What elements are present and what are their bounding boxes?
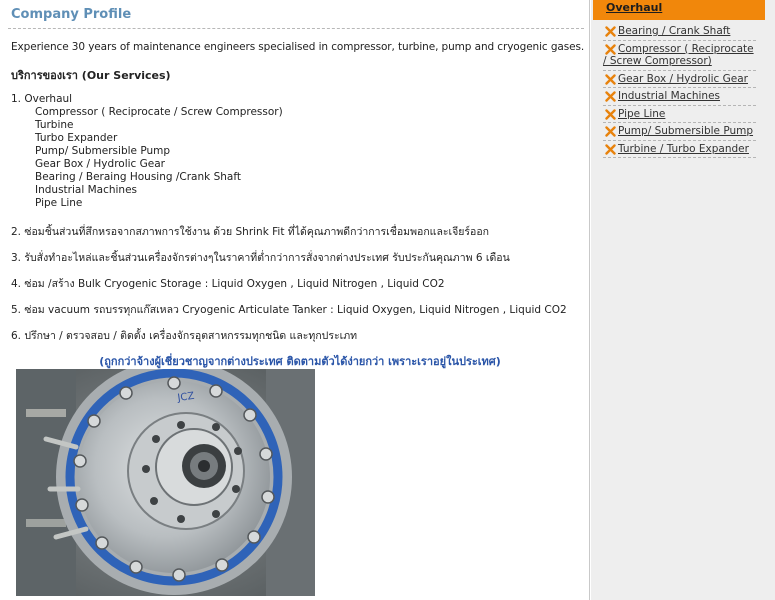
overhaul-item: Industrial Machines — [35, 184, 138, 196]
x-icon — [605, 44, 616, 55]
sidebar-item-pump[interactable] — [603, 123, 756, 141]
sidebar-header-link[interactable]: Overhaul — [606, 1, 663, 14]
service-2: 2. ซ่อมชิ้นส่วนที่สึกหรอจากสภาพการใช้งาน ด้วย Shrink Fit ที่ได้คุณภาพดีกว่าการเชื่อมพอกและเจียร์ออก — [11, 226, 490, 238]
service-5: 5. ซ่อม vacuum รถบรรทุกแก๊สเหลว Cryogenic Articulate Tanker : Liquid Oxygen, Liquid Nitrogen , Liquid CO2 — [11, 304, 567, 316]
x-icon — [605, 144, 616, 155]
service-6: 6. ปรึกษา / ตรวจสอบ / ติดตั้ง เครื่องจักรอุตสาหกรรมทุกชนิด และทุกประเภท — [11, 330, 358, 342]
photo-marking: JCZ — [176, 390, 196, 404]
sidebar-header — [593, 0, 765, 20]
sidebar-item-pipeline[interactable] — [603, 106, 756, 124]
overhaul-item: Compressor ( Reciprocate / Screw Compressor) — [35, 106, 283, 118]
x-icon — [605, 74, 616, 85]
x-icon — [605, 26, 616, 37]
sidebar-item-compressor[interactable] — [603, 41, 756, 71]
turbine-photo — [16, 369, 315, 596]
service-3: 3. รับสั่งทำอะไหล่และชิ้นส่วนเครื่องจักรต่างๆในราคาที่ต่ำกว่าการสั่งจากต่างประเทศ รับประกันคุณภาพ 6 เดือน — [11, 252, 510, 264]
overhaul-item: Turbo Expander — [35, 132, 118, 144]
overhaul-item: Gear Box / Hydrolic Gear — [35, 158, 165, 170]
sidebar-item-bearing[interactable] — [603, 23, 756, 41]
x-icon — [605, 91, 616, 102]
sidebar-item-gearbox[interactable] — [603, 71, 756, 89]
page-title: Company Profile — [11, 7, 132, 22]
sidebar-item-industrial[interactable] — [603, 88, 756, 106]
service-1-heading: 1. Overhaul — [11, 93, 73, 105]
sidebar-link[interactable]: Turbine / Turbo Expander — [618, 142, 749, 155]
sidebar-link[interactable]: Compressor ( Reciprocate / Screw Compressor) — [603, 42, 754, 67]
x-icon — [605, 109, 616, 120]
overhaul-list — [35, 106, 283, 210]
service-4: 4. ซ่อม /สร้าง Bulk Cryogenic Storage : Liquid Oxygen , Liquid Nitrogen , Liquid CO2 — [11, 278, 445, 290]
sidebar-link[interactable]: Gear Box / Hydrolic Gear — [618, 72, 748, 85]
title-divider — [8, 28, 584, 29]
overhaul-item: Pump/ Submersible Pump — [35, 145, 171, 157]
intro-text: Experience 30 years of maintenance engineers specialised in compressor, turbine, pump and cryogenic gases. — [11, 41, 585, 53]
sidebar — [591, 0, 775, 600]
sidebar-link[interactable]: Pump/ Submersible Pump — [618, 125, 754, 137]
overhaul-item: Bearing / Beraing Housing /Crank Shaft — [35, 171, 241, 183]
sidebar-item-turbine[interactable] — [603, 141, 756, 159]
sidebar-link[interactable]: Industrial Machines — [618, 90, 721, 102]
overhaul-item: Turbine — [35, 119, 74, 131]
sidebar-link[interactable]: Pipe Line — [618, 107, 666, 120]
highlight-note: (ถูกกว่าจ้างผู้เชี่ยวชาญจากต่างประเทศ ติดตามตัวได้ง่ายกว่า เพราะเราอยู่ในประเทศ) — [99, 355, 501, 368]
x-icon — [605, 126, 616, 137]
sidebar-link[interactable]: Bearing / Crank Shaft — [618, 25, 731, 37]
overhaul-item: Pipe Line — [35, 197, 83, 209]
services-heading: บริการของเรา (Our Services) — [11, 69, 171, 82]
sidebar-list — [603, 23, 756, 158]
